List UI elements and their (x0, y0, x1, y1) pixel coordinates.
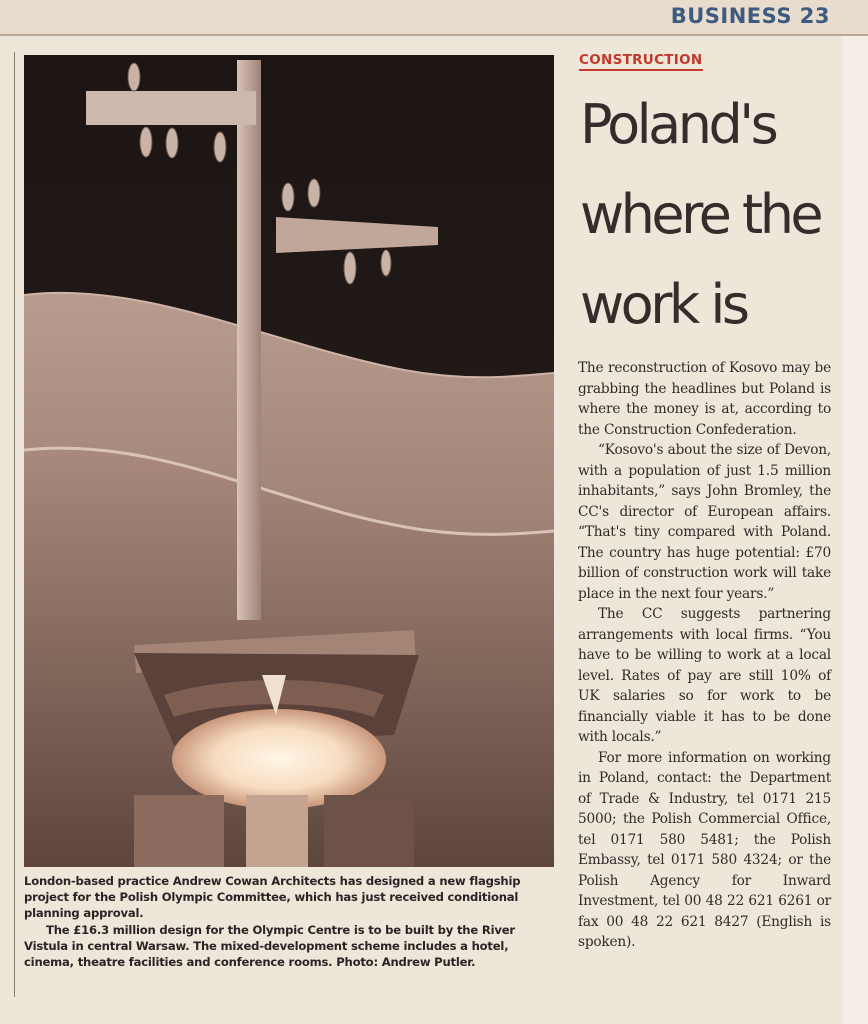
body-paragraph: “Kosovo's about the size of Devon, with a population of just 1.5 million inhabitants,” says John Bromley, the CC's director of European affairs. “That's tiny compared with Poland. The country has huge potential: £70 billion of construction work will take place in the next four years.” (578, 442, 831, 602)
caption-paragraph: The £16.3 million design for the Olympic Centre is to be built by the River Vistula in central Warsaw. The mixed-development scheme includes a hotel, cinema, theatre facilities and conference rooms. Photo: Andrew Putler. (24, 922, 515, 970)
model-photo-illustration (24, 55, 554, 867)
column-rule (14, 52, 15, 997)
architectural-model-photo (24, 55, 554, 867)
body-paragraph: For more information on working in Poland, contact: the Department of Trade & Industry, tel 0171 215 5000; the Polish Commercial Office, tel 0171 580 5481; the Polish Embassy, tel 0171 580 4324; or the Polish Agency for Inward Investment, tel 00 48 22 621 6261 or fax 00 48 22 621 8427 (English is spoken). (578, 749, 831, 950)
article-headline: Poland's where the work is (580, 93, 821, 336)
article-body (578, 358, 831, 953)
photo-caption (24, 873, 554, 970)
section-header-band (0, 0, 868, 36)
body-paragraph: The CC suggests partnering arrangements with local firms. “You have to be willing to work at a local level. Rates of pay are still 10% of UK salaries so for work to be financially viable it has to be done with locals.” (578, 606, 831, 745)
section-page-label: BUSINESS 23 (670, 4, 830, 28)
caption-paragraph: London-based practice Andrew Cowan Architects has designed a new flagship project for the Polish Olympic Committee, which has just received conditional planning approval. (24, 874, 521, 921)
section-kicker: CONSTRUCTION (579, 52, 703, 71)
body-paragraph: The reconstruction of Kosovo may be grabbing the headlines but Poland is where the money is at, according to the Construction Confederation. (578, 360, 831, 438)
